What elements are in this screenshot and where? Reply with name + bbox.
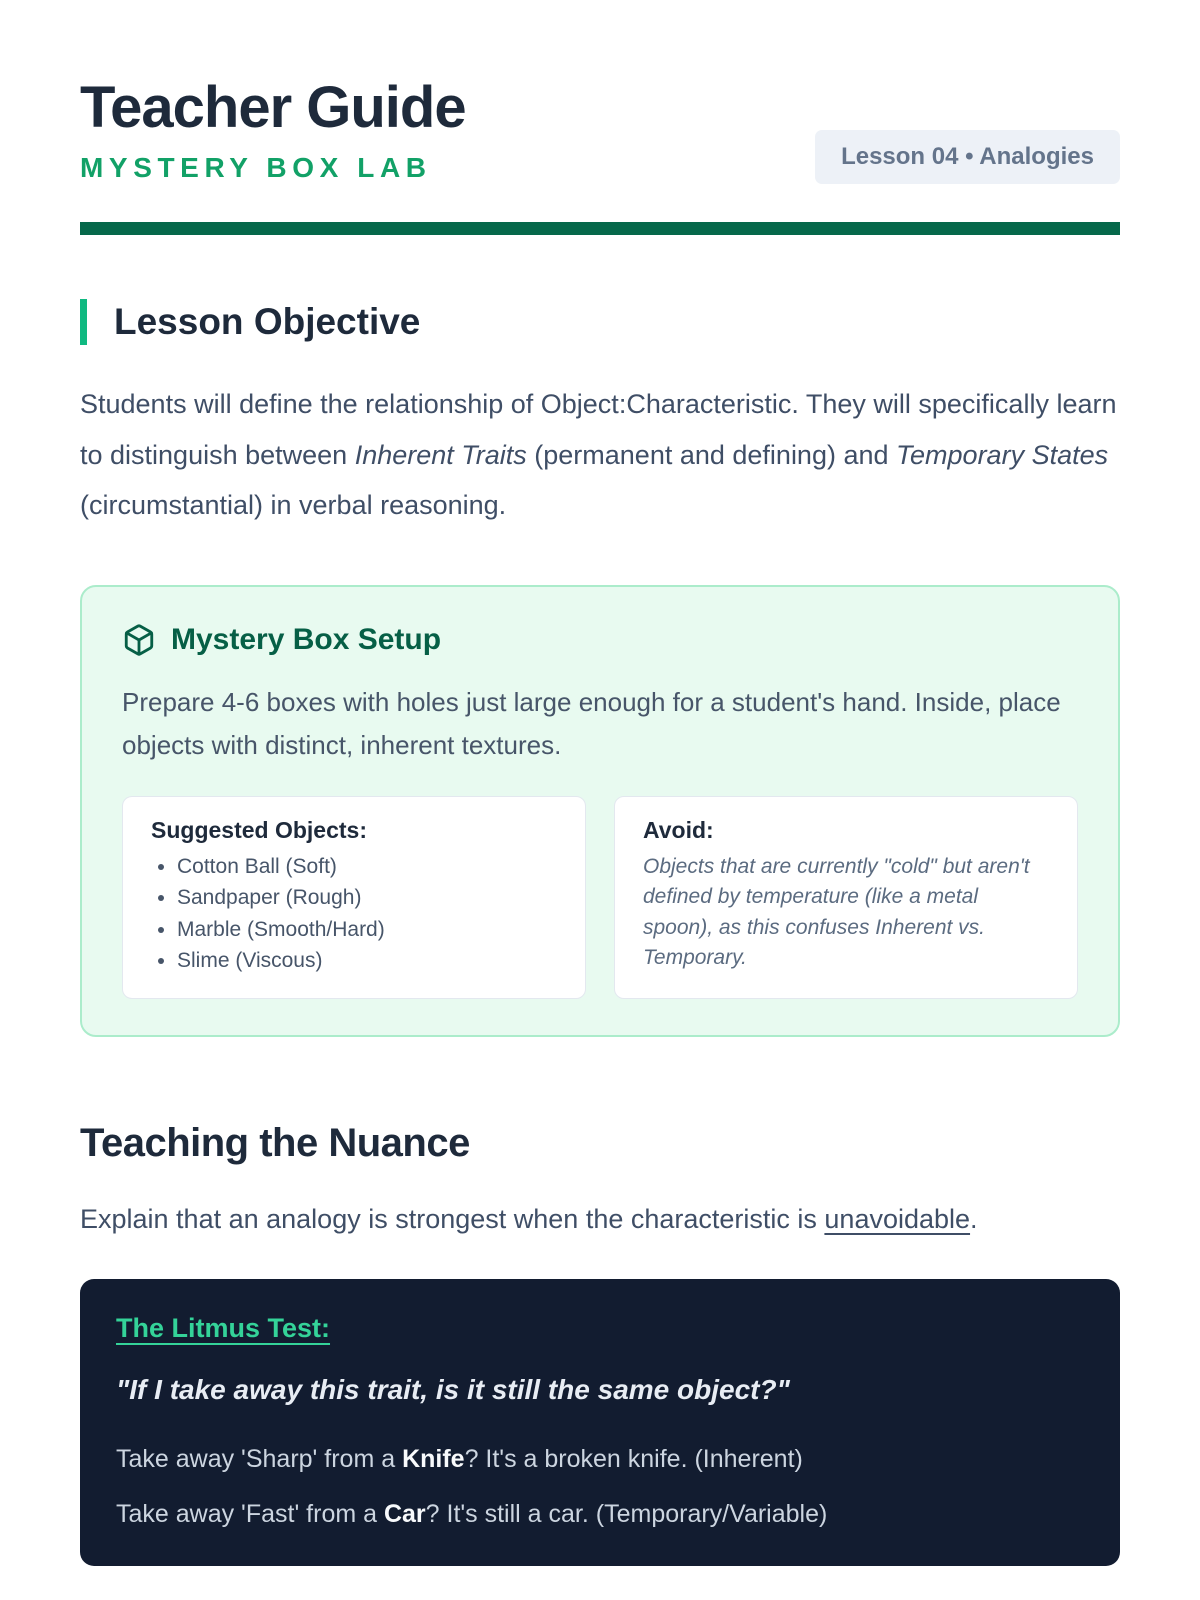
litmus-line-segment: ? It's a broken knife. (Inherent) xyxy=(464,1444,803,1473)
list-item: • Cotton Ball (Soft) xyxy=(177,852,557,881)
litmus-quote: "If I take away this trait, is it still the same object?" xyxy=(116,1373,790,1405)
suggested-objects-card xyxy=(122,796,586,999)
suggested-objects-list xyxy=(151,852,557,976)
litmus-line-segment: ? It's still a car. (Temporary/Variable) xyxy=(425,1499,828,1528)
litmus-bold-car: Car xyxy=(383,1499,426,1528)
setup-card-paragraph: Prepare 4-6 boxes with holes just large enough for a student's hand. Inside, place objects with distinct, inherent textures. xyxy=(122,686,1061,761)
setup-subcards xyxy=(122,796,1078,999)
objective-temporary-states: Temporary States xyxy=(896,439,1109,470)
page-subtitle: MYSTERY BOX LAB xyxy=(80,151,432,183)
litmus-example-knife xyxy=(116,1442,1084,1477)
objective-inherent-traits: Inherent Traits xyxy=(354,439,527,470)
lesson-objective-heading: Lesson Objective xyxy=(80,299,1120,345)
objective-text-segment: (permanent and defining) and xyxy=(526,439,897,470)
avoid-text: Objects that are currently "cold" but aren't defined by temperature (like a metal spoon), as this confuses Inherent vs. Temporary. xyxy=(643,854,1030,970)
avoid-heading: Avoid: xyxy=(643,816,714,843)
objective-text-segment: (circumstantial) in verbal reasoning. xyxy=(80,490,507,521)
mystery-box-setup-card xyxy=(80,585,1120,1037)
lesson-objective-paragraph xyxy=(80,379,1120,530)
suggested-objects-heading: Suggested Objects: xyxy=(151,816,367,843)
list-item: • Slime (Viscous) xyxy=(177,946,557,975)
teaching-nuance-heading: Teaching the Nuance xyxy=(80,1120,470,1165)
lesson-badge: Lesson 04 • Analogies xyxy=(815,130,1120,184)
divider-rule xyxy=(80,222,1120,235)
setup-card-heading xyxy=(122,623,1078,657)
litmus-line-segment: Take away 'Sharp' from a xyxy=(116,1444,403,1473)
teaching-nuance-paragraph xyxy=(80,1204,1120,1235)
nuance-text-segment: . xyxy=(970,1203,978,1234)
list-item: • Sandpaper (Rough) xyxy=(177,883,557,912)
header-titles xyxy=(80,75,466,184)
nuance-unavoidable: unavoidable xyxy=(824,1203,971,1234)
header xyxy=(80,75,1120,184)
setup-card-title: Mystery Box Setup xyxy=(171,622,442,656)
objective-text-segment: Students will define the relationship of Object:Characteristic. They will specifically learn to distinguish between xyxy=(80,389,1117,470)
litmus-bold-knife: Knife xyxy=(402,1444,465,1473)
litmus-test-card xyxy=(80,1279,1120,1566)
nuance-text-segment: Explain that an analogy is strongest when the characteristic is xyxy=(80,1203,825,1234)
avoid-card xyxy=(614,796,1078,999)
litmus-test-heading: The Litmus Test: xyxy=(116,1312,331,1343)
list-item: • Marble (Smooth/Hard) xyxy=(177,915,557,944)
litmus-example-car xyxy=(116,1497,1084,1532)
litmus-line-segment: Take away 'Fast' from a xyxy=(116,1499,384,1528)
box-icon xyxy=(122,623,156,657)
page-title: Teacher Guide xyxy=(80,75,466,140)
